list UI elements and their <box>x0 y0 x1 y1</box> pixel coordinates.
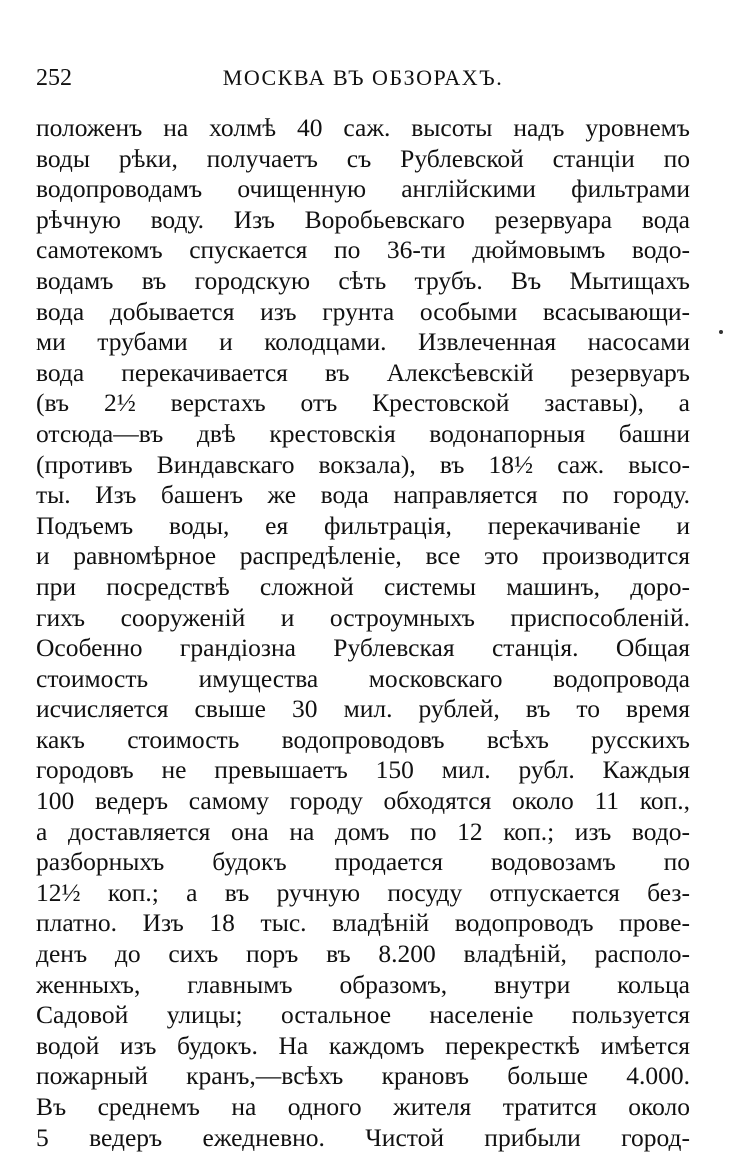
text-line: разборныхъ будокъ продается водовозамъ по <box>36 847 690 877</box>
text-line: стоимость имущества московскаго водопровода <box>36 663 690 693</box>
text-line: положенъ на холмѣ 40 саж. высоты надъ уровнемъ <box>36 113 690 142</box>
text-line: самотекомъ спускается по 36-ти дюймовымъ водо- <box>36 235 690 265</box>
text-line: воды рѣки, получаетъ съ Рублевской станціи по <box>36 143 690 173</box>
text-line: водой изъ будокъ. На каждомъ перекресткѣ имѣется <box>36 1030 690 1060</box>
text-line: Особенно грандіозна Рублевская станція. Общая <box>36 633 690 663</box>
text-line: (противъ Виндавскаго вокзала), въ 18½ саж. высо- <box>36 449 690 479</box>
margin-speck <box>719 330 723 334</box>
body-text <box>36 113 690 1153</box>
page-header <box>36 58 690 98</box>
text-line: ми трубами и колодцами. Извлеченная насосами <box>36 327 690 357</box>
text-line: Садовой улицы; остальное населеніе пользуется <box>36 1000 690 1030</box>
text-line: ты. Изъ башенъ же вода направляется по городу. <box>36 480 690 510</box>
text-line: а доставляется она на домъ по 12 коп.; изъ водо- <box>36 816 690 846</box>
text-line: и равномѣрное распредѣленіе, все это производится <box>36 541 690 571</box>
text-line: гихъ сооруженій и остроумныхъ приспособленій. <box>36 602 690 632</box>
text-line: (въ 2½ верстахъ отъ Крестовской заставы), а <box>36 388 690 418</box>
page-number: 252 <box>36 65 72 91</box>
text-line: Въ среднемъ на одного жителя тратится около <box>36 1092 690 1121</box>
text-line: 5 ведеръ ежедневно. Чистой прибыли город- <box>36 1122 690 1152</box>
text-line: 12½ коп.; а въ ручную посуду отпускается без- <box>36 877 690 907</box>
text-line: Подъемъ воды, ея фильтрація, перекачиваніе и <box>36 510 690 540</box>
text-line: денъ до сихъ поръ въ 8.200 владѣній, располо- <box>36 939 690 969</box>
text-line: вода добывается изъ грунта особыми всасывающи- <box>36 296 690 326</box>
text-line: вода перекачивается въ Алексѣевскій резервуаръ <box>36 357 690 387</box>
text-line: водопроводамъ очищенную англійскими фильтрами <box>36 174 690 204</box>
text-line: 100 ведеръ самому городу обходятся около 11 коп., <box>36 786 690 816</box>
text-line: отсюда—въ двѣ крестовскія водонапорныя башни <box>36 418 690 448</box>
text-line: водамъ въ городскую сѣть трубъ. Въ Мытищахъ <box>36 265 690 295</box>
running-title: МОСКВА ВЪ ОБЗОРАХЪ. <box>222 65 504 90</box>
text-line: городовъ не превышаетъ 150 мил. рубл. Каждыя <box>36 755 690 785</box>
text-line: женныхъ, главнымъ образомъ, внутри кольца <box>36 969 690 999</box>
text-line: исчисляется свыше 30 мил. рублей, въ то время <box>36 694 690 724</box>
text-line: платно. Изъ 18 тыс. владѣній водопроводъ прове- <box>36 908 690 938</box>
text-line: при посредствѣ сложной системы машинъ, доро- <box>36 571 690 601</box>
text-line: пожарный кранъ,—всѣхъ крановъ больше 4.000. <box>36 1061 690 1091</box>
text-line: какъ стоимость водопроводовъ всѣхъ русскихъ <box>36 724 690 754</box>
text-line: рѣчную воду. Изъ Воробьевскаго резервуара вода <box>36 204 690 234</box>
